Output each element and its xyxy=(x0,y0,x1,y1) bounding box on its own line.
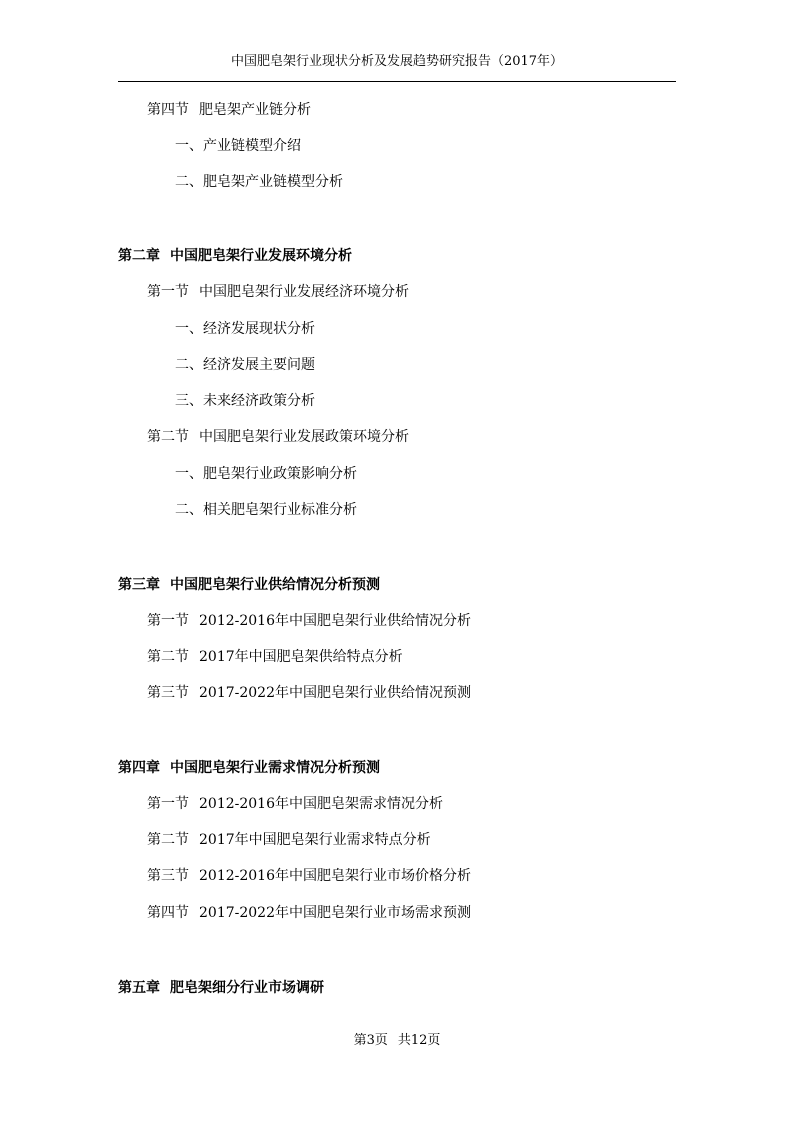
page-footer xyxy=(0,1033,794,1049)
toc-section: 第二节 2017年中国肥皂架行业需求特点分析 xyxy=(147,832,431,848)
toc-section: 第二节 2017年中国肥皂架供给特点分析 xyxy=(147,649,403,665)
page-number: 第3页 xyxy=(353,1033,388,1048)
toc-item: 一、产业链模型介绍 xyxy=(175,138,301,154)
toc-section: 第三节 2012-2016年中国肥皂架行业市场价格分析 xyxy=(147,868,471,884)
toc-section: 第一节 2012-2016年中国肥皂架行业供给情况分析 xyxy=(147,613,471,629)
page-total: 共12页 xyxy=(397,1033,441,1048)
toc-item: 一、肥皂架行业政策影响分析 xyxy=(175,466,357,482)
toc-chapter: 第五章 肥皂架细分行业市场调研 xyxy=(118,980,324,996)
toc-chapter: 第四章 中国肥皂架行业需求情况分析预测 xyxy=(118,760,380,776)
toc-section: 第二节 中国肥皂架行业发展政策环境分析 xyxy=(147,429,409,445)
header-divider xyxy=(118,81,676,82)
toc-section: 第三节 2017-2022年中国肥皂架行业供给情况预测 xyxy=(147,685,471,701)
toc-item: 二、肥皂架产业链模型分析 xyxy=(175,174,343,190)
toc-item: 三、未来经济政策分析 xyxy=(175,393,315,409)
toc-chapter: 第二章 中国肥皂架行业发展环境分析 xyxy=(118,248,352,264)
toc-section: 第四节 2017-2022年中国肥皂架行业市场需求预测 xyxy=(147,905,471,921)
toc-section: 第一节 2012-2016年中国肥皂架需求情况分析 xyxy=(147,796,443,812)
toc-item: 一、经济发展现状分析 xyxy=(175,321,315,337)
toc-section: 第四节 肥皂架产业链分析 xyxy=(147,102,311,118)
running-header: 中国肥皂架行业现状分析及发展趋势研究报告（2017年） xyxy=(230,54,564,69)
toc-chapter: 第三章 中国肥皂架行业供给情况分析预测 xyxy=(118,577,380,593)
toc-section: 第一节 中国肥皂架行业发展经济环境分析 xyxy=(147,284,409,300)
toc-item: 二、相关肥皂架行业标准分析 xyxy=(175,502,357,518)
toc-item: 二、经济发展主要问题 xyxy=(175,357,315,373)
